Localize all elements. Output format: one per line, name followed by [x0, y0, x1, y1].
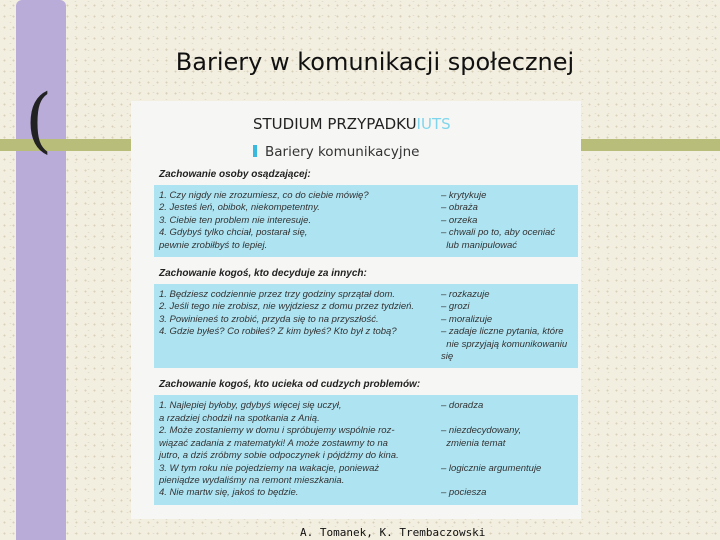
list-item [159, 438, 573, 450]
bullet-square-icon [253, 145, 257, 157]
list-item [159, 450, 573, 462]
list-item [159, 215, 573, 227]
statement-text: 1. Najlepiej byłoby, gdybyś więcej się uczył, [159, 400, 342, 412]
statement-text: 2. Jeśli tego nie zrobisz, nie wyjdziesz z domu przez tydzień. [159, 301, 415, 313]
list-item [159, 202, 573, 214]
heading-mirror-text: IUTS [416, 115, 451, 133]
behavior-label: – doradza [441, 400, 484, 412]
statement-text: 3. Ciebie ten problem nie interesuje. [159, 214, 312, 226]
list-item [159, 487, 573, 499]
statement-text [159, 339, 441, 364]
decorative-horizontal-bar-left [0, 139, 131, 151]
list-item [159, 301, 573, 313]
scanned-textbook-page [131, 101, 581, 519]
decorative-horizontal-bar-right [581, 139, 720, 151]
behavior-label: – krytykuje [441, 190, 487, 201]
decorative-bracket: ( [25, 79, 53, 161]
case-study-heading [253, 115, 581, 133]
list-item [159, 190, 573, 202]
behavior-label: – obraża [441, 202, 478, 214]
subheading-text: Bariery komunikacyjne [265, 144, 420, 160]
statement-text: 4. Gdzie byłeś? Co robiłeś? Z kim byłeś? Kto był z tobą? [159, 326, 397, 338]
statement-text: wiązać zadania z matematyki! A może zostawmy to na [159, 437, 388, 449]
statement-text: 3. W tym roku nie pojedziemy na wakacje, ponieważ [159, 462, 380, 474]
behavior-label [441, 450, 573, 462]
list-item [159, 413, 573, 425]
list-item [159, 326, 573, 338]
slide-title: Bariery w komunikacji społecznej [175, 48, 575, 76]
behavior-label: lub manipulować [441, 239, 518, 251]
list-item [159, 425, 573, 437]
list-item [159, 289, 573, 301]
behavior-label: – rozkazuje [441, 289, 490, 301]
subheading [253, 144, 581, 160]
statement-text: 4. Gdybyś tylko chciał, postarał się, [159, 227, 308, 239]
behavior-label: – moralizuje [441, 313, 493, 325]
footer-authors: A. Tomanek, K. Trembaczowski [300, 526, 486, 539]
behavior-label: zmienia temat [441, 437, 506, 449]
section-title: Zachowanie osoby osądzającej: [159, 169, 311, 180]
section-title: Zachowanie kogoś, kto decyduje za innych: [159, 268, 367, 280]
behavior-label: – pociesza [441, 487, 487, 499]
behavior-label: nie sprzyjają komunikowaniu się [441, 338, 570, 363]
section-box [154, 284, 578, 368]
list-item [159, 339, 573, 364]
list-item [159, 463, 573, 475]
statement-text: 2. Może zostaniemy w domu i spróbujemy wspólnie roz- [159, 425, 395, 437]
behavior-label: – chwali po to, aby oceniać [441, 227, 556, 239]
behavior-label [441, 475, 573, 487]
statement-text: pieniądze wydaliśmy na remont mieszkania. [159, 474, 345, 486]
section-box [154, 185, 578, 257]
list-item [159, 475, 573, 487]
behavior-label: – grozi [441, 301, 470, 313]
section-box [154, 395, 578, 504]
list-item [159, 314, 573, 326]
behavior-label: – orzeka [441, 214, 478, 226]
statement-text: pewnie zrobiłbyś to lepiej. [159, 239, 268, 251]
list-item [159, 400, 573, 412]
statement-text: jutro, a dziś zróbmy sobie odpoczynek i pójdźmy do kina. [159, 450, 399, 462]
list-item [159, 240, 573, 252]
statement-text: 4. Nie martw się, jakoś to będzie. [159, 487, 299, 499]
behavior-label: – logicznie argumentuje [441, 462, 542, 474]
heading-text: STUDIUM PRZYPADKU [253, 115, 417, 133]
statement-text: 1. Będziesz codziennie przez trzy godziny sprzątał dom. [159, 289, 396, 301]
behavior-label: – niezdecydowany, [441, 425, 522, 437]
statement-text: a rzadziej chodził na spotkania z Anią. [159, 412, 320, 424]
statement-text: 1. Czy nigdy nie zrozumiesz, co do ciebie mówię? [159, 190, 369, 201]
statement-text: 2. Jesteś leń, obibok, niekompetentny. [159, 202, 320, 214]
behavior-label [441, 413, 573, 425]
statement-text: 3. Powinieneś to zrobić, przyda się to na przyszłość. [159, 313, 379, 325]
list-item [159, 227, 573, 239]
behavior-label: – zadaje liczne pytania, które [441, 326, 564, 338]
section-title: Zachowanie kogoś, kto ucieka od cudzych problemów: [159, 379, 421, 391]
